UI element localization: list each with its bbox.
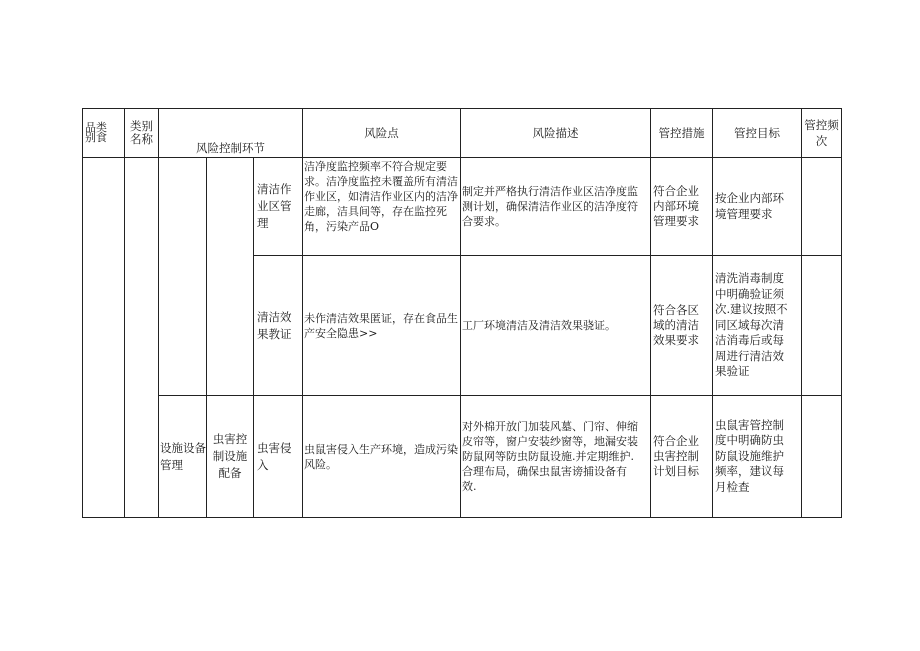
control-frequency-cell: 虫鼠害管控制度中明确防虫防鼠设施维护频率，建议每月检查 bbox=[713, 396, 802, 518]
header-risk-description: 风险描述 bbox=[461, 109, 651, 158]
header-category-name: 类别名称 bbox=[125, 109, 159, 158]
stage-main-cell: 设施设备管理 bbox=[159, 396, 207, 518]
risk-description-cell: 未作清洁效果匿证，存在食品生产安全隐患>> bbox=[303, 256, 461, 396]
risk-description-cell: 虫鼠害侵入生产环境，造成污染风险。 bbox=[303, 396, 461, 518]
control-frequency-cell: 清洗消毒制度中明确验证须次.建议按照不同区域每次清洁消毒后或每周进行清洁效果验证 bbox=[713, 256, 802, 396]
risk-point-cell: 清洁效果教证 bbox=[254, 256, 303, 396]
risk-point-cell: 清洁作业区管理 bbox=[254, 158, 303, 256]
risk-control-table bbox=[82, 108, 842, 518]
header-control-goal: 管控目标 bbox=[713, 109, 802, 158]
control-goal-cell: 符合企业内部环境管理要求 bbox=[651, 158, 713, 256]
control-measure-cell: 制定并严格执行清洁作业区洁净度监测计划，确保清洁作业区的洁净度符合要求。 bbox=[461, 158, 651, 256]
control-goal-cell: 符合各区域的清洁效果要求 bbox=[651, 256, 713, 396]
risk-point-cell: 虫害侵入 bbox=[254, 396, 303, 518]
header-control-frequency: 管控频次 bbox=[802, 109, 842, 158]
header-row bbox=[83, 109, 842, 158]
control-measure-cell: 工厂环境清洁及清洁效果骁证。 bbox=[461, 256, 651, 396]
table-row bbox=[83, 396, 842, 518]
responsible-cell bbox=[802, 396, 842, 518]
control-frequency-cell: 按企业内部环境管理要求 bbox=[713, 158, 802, 256]
table-row bbox=[83, 158, 842, 256]
stage-sub-cell: 虫害控制设施配备 bbox=[207, 396, 254, 518]
stage-main-cell bbox=[159, 158, 207, 396]
risk-description-cell: 洁净度监控频率不符合规定要求。洁净度监控未覆盖所有清洁作业区，如清洁作业区内的洁净走廊，洁具间等，存在监控死角，污染产品O bbox=[303, 158, 461, 256]
responsible-cell bbox=[802, 158, 842, 256]
responsible-cell bbox=[802, 256, 842, 396]
stage-sub-cell bbox=[207, 158, 254, 396]
header-food-category: 品类别食 bbox=[83, 109, 125, 158]
category-name-cell bbox=[125, 158, 159, 518]
header-control-measure: 管控措施 bbox=[651, 109, 713, 158]
header-risk-point: 风险点 bbox=[303, 109, 461, 158]
food-category-cell bbox=[83, 158, 125, 518]
header-control-stage: 风险控制环节 bbox=[159, 109, 303, 158]
control-measure-cell: 对外棉开放门加装风墓、门帘、伸缩皮帘等，窗户安装纱窗等，地漏安装防鼠网等防虫防鼠设施.并定期维护.合理布局，确保虫鼠害谤捕设备有效. bbox=[461, 396, 651, 518]
control-goal-cell: 符合企业虫害控制计划目标 bbox=[651, 396, 713, 518]
